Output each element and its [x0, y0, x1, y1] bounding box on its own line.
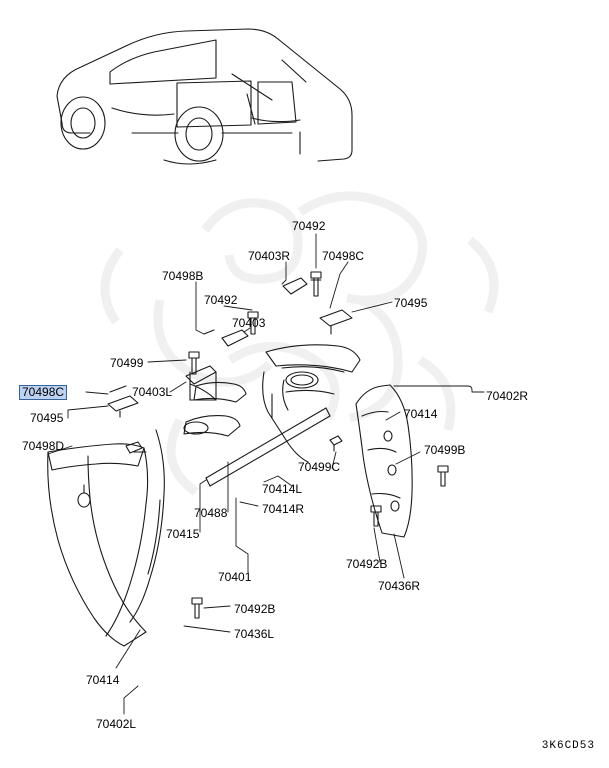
clip-70498C-top: [320, 310, 352, 334]
part-label-70499b[interactable]: 70499B: [424, 443, 466, 457]
clip-70499C: [330, 436, 342, 451]
part-label-70414l[interactable]: 70414L: [262, 482, 303, 496]
part-label-70492b[interactable]: 70492B: [346, 557, 388, 571]
bolt-70492B-right: [371, 506, 381, 526]
part-label-70498c[interactable]: 70498C: [322, 249, 365, 263]
part-label-70402r[interactable]: 70402R: [486, 389, 529, 403]
bracket-70403R: [283, 278, 307, 294]
bolt-70492B-left: [192, 598, 202, 618]
clip-70498D: [126, 442, 142, 453]
part-label-70495[interactable]: 70495: [30, 411, 64, 425]
clip-70495-left: [108, 396, 138, 417]
part-label-70436r[interactable]: 70436R: [378, 579, 421, 593]
trim-70401-roofrail: [263, 345, 360, 462]
bolt-70492-top: [311, 272, 321, 296]
part-label-70403l[interactable]: 70403L: [132, 385, 173, 399]
part-label-70495[interactable]: 70495: [394, 296, 428, 310]
trim-70488: [184, 382, 246, 436]
clip-70498C-left: [110, 386, 126, 392]
trim-70402L: [48, 430, 165, 646]
part-label-70414r[interactable]: 70414R: [262, 502, 305, 516]
part-label-70401[interactable]: 70401: [218, 570, 252, 584]
part-label-70499c[interactable]: 70499C: [298, 460, 341, 474]
part-label-70414[interactable]: 70414: [86, 673, 120, 687]
part-label-70415[interactable]: 70415: [166, 527, 200, 541]
bolt-70499B: [438, 466, 448, 486]
part-label-70414[interactable]: 70414: [404, 407, 438, 421]
part-label-70492[interactable]: 70492: [292, 219, 326, 233]
part-label-70499[interactable]: 70499: [110, 356, 144, 370]
part-label-70403[interactable]: 70403: [232, 316, 266, 330]
part-label-70492b[interactable]: 70492B: [234, 602, 276, 616]
part-label-70498b[interactable]: 70498B: [162, 269, 204, 283]
part-label-70403r[interactable]: 70403R: [248, 249, 291, 263]
part-label-70436l[interactable]: 70436L: [234, 627, 275, 641]
strip-70414-center: [206, 408, 330, 486]
part-label-70498d[interactable]: 70498D: [22, 439, 65, 453]
part-label-70488[interactable]: 70488: [194, 506, 228, 520]
part-label-70402l[interactable]: 70402L: [96, 717, 137, 731]
vehicle-outline: [57, 29, 352, 164]
part-label-70498c-selected[interactable]: 70498C: [19, 385, 67, 400]
part-label-70492[interactable]: 70492: [204, 293, 238, 307]
clip-70498B: [204, 330, 214, 334]
diagram-part-code: 3K6CD53: [541, 740, 595, 752]
